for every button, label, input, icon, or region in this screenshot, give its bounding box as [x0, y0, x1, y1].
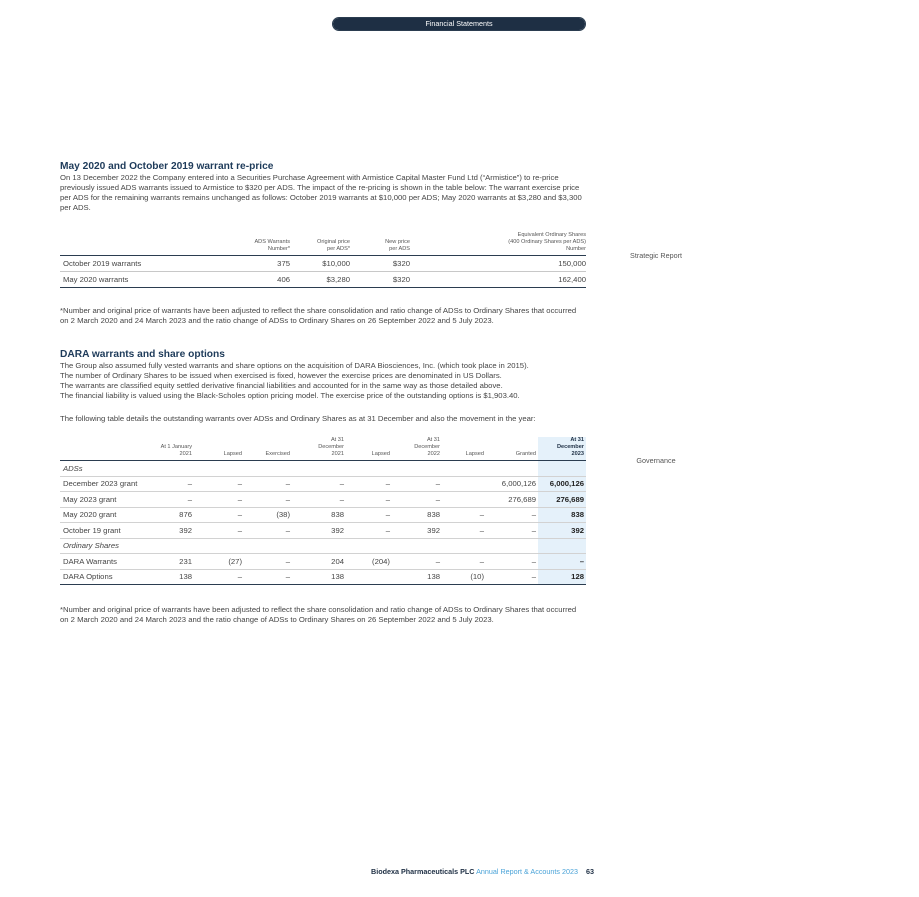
cell-total: 392	[538, 523, 586, 539]
cell: –	[292, 476, 346, 492]
cell: –	[442, 554, 486, 570]
header-blank	[60, 437, 152, 461]
table-row	[60, 554, 586, 570]
cell: 6,000,126	[486, 476, 538, 492]
reprice-table-header	[60, 232, 586, 256]
cell: –	[392, 492, 442, 508]
cell	[346, 569, 392, 585]
table-row	[60, 507, 586, 523]
cell-new-price: $320	[350, 272, 410, 288]
cell-ads: 375	[190, 256, 290, 272]
footer-company: Biodexa Pharmaceuticals PLC	[371, 867, 475, 876]
row-label: December 2023 grant	[60, 476, 152, 492]
cell-new-price: $320	[350, 256, 410, 272]
section-body-warrant-reprice: On 13 December 2022 the Company entered into a Securities Purchase Agreement with Armistice Capital Master Fund Ltd (“Armistice”) to re-price previously issued ADS warrants issued to Armistice to $320 per ADS. The impact of the re-pricing is shown in the table below: The warrant exercise price per ADS for the remaining warrants remains unchanged as follows: October 2019 warrants at $10,000 per ADS; May 2020 warrants at $3,280 and $3,300 per ADS.	[60, 173, 582, 212]
row-label: October 19 grant	[60, 523, 152, 539]
cell: –	[442, 523, 486, 539]
cell-ads: 406	[190, 272, 290, 288]
cell: –	[486, 523, 538, 539]
header-lapsed: Lapsed	[346, 437, 392, 461]
header-equivalent-shares: Equivalent Ordinary Shares (400 Ordinary Shares per ADS) Number	[410, 232, 586, 256]
header-at-31-dec-2022: At 31 December 2022	[392, 437, 442, 461]
cell: 276,689	[486, 492, 538, 508]
cell-original-price: $10,000	[290, 256, 350, 272]
page-footer	[371, 867, 594, 876]
cell: –	[194, 569, 244, 585]
cell: 838	[392, 507, 442, 523]
header-new-price: New price per ADS	[350, 232, 410, 256]
tab-governance[interactable]: Governance	[636, 456, 676, 465]
cell: 876	[152, 507, 194, 523]
cell: –	[486, 507, 538, 523]
tab-financial-statements[interactable]: Financial Statements	[333, 18, 585, 30]
cell: 392	[152, 523, 194, 539]
header-original-price: Original price per ADS*	[290, 232, 350, 256]
header-exercised: Exercised	[244, 437, 292, 461]
cell: 392	[392, 523, 442, 539]
row-label: DARA Options	[60, 569, 152, 585]
cell-total: 6,000,126	[538, 476, 586, 492]
group-row	[60, 461, 586, 477]
cell: –	[194, 492, 244, 508]
cell: 204	[292, 554, 346, 570]
cell: 138	[152, 569, 194, 585]
cell: 392	[292, 523, 346, 539]
cell: –	[152, 476, 194, 492]
cell-total: –	[538, 554, 586, 570]
cell	[442, 476, 486, 492]
header-blank	[60, 232, 190, 256]
header-lapsed: Lapsed	[442, 437, 486, 461]
cell: –	[346, 507, 392, 523]
cell: –	[244, 554, 292, 570]
cell: –	[194, 523, 244, 539]
group-label-adss: ADSs	[60, 461, 152, 477]
cell: (38)	[244, 507, 292, 523]
tab-strategic-report[interactable]: Strategic Report	[630, 251, 682, 260]
header-lapsed: Lapsed	[194, 437, 244, 461]
footer-report-title: Annual Report & Accounts 2023	[476, 867, 578, 876]
table-row	[60, 569, 586, 585]
body-line: The Group also assumed fully vested warrants and share options on the acquisition of DARA Biosciences, Inc. (which took place in 2015).	[60, 361, 529, 370]
cell: –	[392, 476, 442, 492]
table-intro: The following table details the outstanding warrants over ADSs and Ordinary Shares as at 31 December and also the movement in the year:	[60, 414, 536, 423]
cell: –	[152, 492, 194, 508]
cell: –	[194, 507, 244, 523]
cell: (10)	[442, 569, 486, 585]
header-ads-warrants: ADS Warrants Number*	[190, 232, 290, 256]
footnote-dara: *Number and original price of warrants have been adjusted to reflect the share consolidation and ratio change of ADSs to Ordinary Shares that occurred on 2 March 2020 and 24 March 2023 and the ratio change of ADSs to Ordinary Shares on 26 September 2022 and 5 July 2023.	[60, 605, 577, 624]
cell: (27)	[194, 554, 244, 570]
body-line: The financial liability is valued using the Black-Scholes option pricing model. The exercise price of the outstanding options is $1,903.40.	[60, 391, 520, 400]
cell: 838	[292, 507, 346, 523]
cell: –	[442, 507, 486, 523]
table-row	[60, 523, 586, 539]
table-row	[60, 272, 586, 288]
section-body-dara	[60, 361, 586, 401]
cell-equivalent: 150,000	[410, 256, 586, 272]
header-at-31-dec-2021: At 31 December 2021	[292, 437, 346, 461]
cell: –	[346, 476, 392, 492]
group-row	[60, 538, 586, 554]
cell: –	[346, 492, 392, 508]
table-row	[60, 492, 586, 508]
cell: 138	[292, 569, 346, 585]
header-at-31-dec-2023: At 31 December 2023	[538, 437, 586, 461]
row-label: May 2020 grant	[60, 507, 152, 523]
row-label: May 2023 grant	[60, 492, 152, 508]
movement-table-header	[60, 437, 586, 461]
row-label: October 2019 warrants	[60, 256, 190, 272]
reprice-table	[60, 232, 586, 288]
body-line: The number of Ordinary Shares to be issued when exercised is fixed, however the exercise prices are denominated in US Dollars.	[60, 371, 502, 380]
page-number: 63	[586, 867, 594, 876]
cell-equivalent: 162,400	[410, 272, 586, 288]
section-title-dara: DARA warrants and share options	[60, 349, 225, 360]
section-title-warrant-reprice: May 2020 and October 2019 warrant re-price	[60, 161, 274, 172]
cell: –	[486, 569, 538, 585]
cell-total: 838	[538, 507, 586, 523]
table-row	[60, 476, 586, 492]
table-row	[60, 256, 586, 272]
group-label-ordinary-shares: Ordinary Shares	[60, 538, 152, 554]
cell: –	[292, 492, 346, 508]
cell: –	[194, 476, 244, 492]
cell: –	[244, 569, 292, 585]
cell	[442, 492, 486, 508]
cell: –	[486, 554, 538, 570]
cell: –	[244, 476, 292, 492]
body-line: The warrants are classified equity settled derivative financial liabilities and accounted for in the same way as those detailed above.	[60, 381, 503, 390]
row-label: May 2020 warrants	[60, 272, 190, 288]
warrants-movement-table	[60, 437, 586, 585]
cell: –	[346, 523, 392, 539]
footnote-reprice: *Number and original price of warrants have been adjusted to reflect the share consolidation and ratio change of ADSs to Ordinary Shares that occurred on 2 March 2020 and 24 March 2023 and the ratio change of ADSs to Ordinary Shares on 26 September 2022 and 5 July 2023.	[60, 306, 577, 325]
header-granted: Granted	[486, 437, 538, 461]
cell-total: 276,689	[538, 492, 586, 508]
cell-total: 128	[538, 569, 586, 585]
cell: 138	[392, 569, 442, 585]
cell: (204)	[346, 554, 392, 570]
header-at-1-jan-2021: At 1 January 2021	[152, 437, 194, 461]
cell: –	[244, 523, 292, 539]
row-label: DARA Warrants	[60, 554, 152, 570]
cell: –	[392, 554, 442, 570]
cell: 231	[152, 554, 194, 570]
cell-original-price: $3,280	[290, 272, 350, 288]
cell: –	[244, 492, 292, 508]
